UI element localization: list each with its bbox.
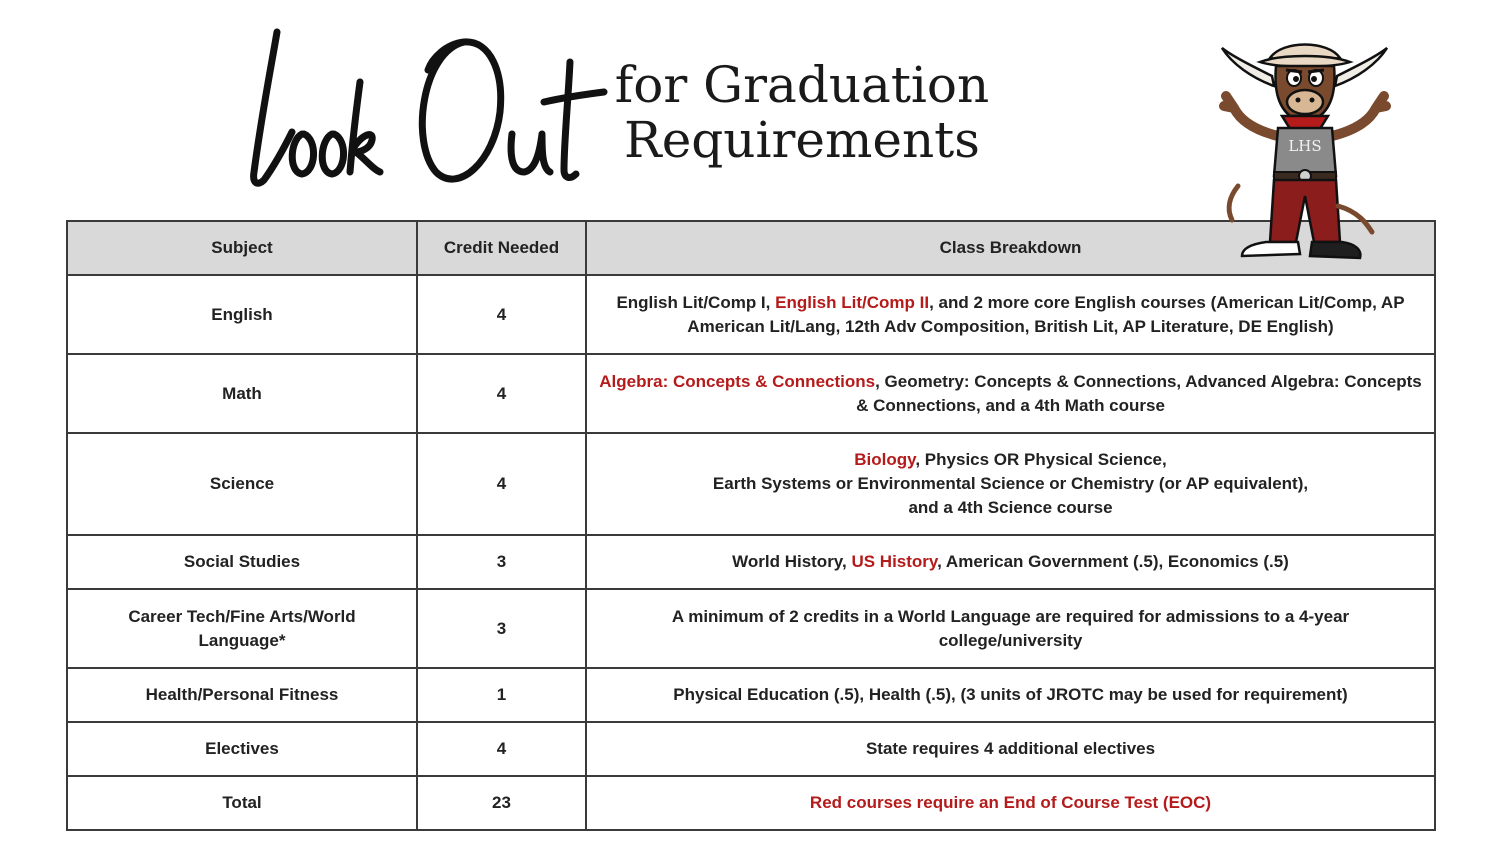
eoc-course-text: Red courses require an End of Course Test (EOC) — [809, 793, 1212, 812]
header-subject: Subject — [67, 221, 417, 275]
cell-subject: English — [67, 275, 417, 354]
cell-subject: Science — [67, 433, 417, 535]
breakdown-text: , and 2 more core English courses (American Lit/Comp, AP American Lit/Lang, 12th Adv Composition, British Lit, AP Literature, DE English) — [687, 292, 1405, 336]
cell-credits: 4 — [417, 354, 586, 433]
breakdown-text: World History, — [732, 552, 852, 571]
table-row — [67, 589, 1435, 668]
title-heading — [612, 58, 992, 168]
breakdown-text: English Lit/Comp I, — [616, 292, 776, 312]
mascot-icon — [1212, 36, 1397, 266]
table-row — [67, 433, 1435, 535]
table-row — [67, 776, 1435, 830]
cell-credits: 4 — [417, 275, 586, 354]
cell-class-breakdown — [586, 275, 1435, 354]
cell-subject: Total — [67, 776, 417, 830]
cell-credits: 4 — [417, 433, 586, 535]
breakdown-text: , Physics OR Physical Science, — [915, 450, 1167, 469]
cell-subject: Electives — [67, 722, 417, 776]
cell-subject: Social Studies — [67, 535, 417, 589]
table-row — [67, 668, 1435, 722]
cell-class-breakdown — [586, 535, 1435, 589]
table-row — [67, 722, 1435, 776]
table-row — [67, 275, 1435, 354]
cell-subject: Math — [67, 354, 417, 433]
breakdown-text: Physical Education (.5), Health (.5), (3 units of JROTC may be used for requirement) — [673, 685, 1348, 704]
breakdown-text: , Geometry: Concepts & Connections, Advanced Algebra: Concepts & Connections, and a 4th Math course — [856, 371, 1422, 415]
title-script — [232, 22, 612, 202]
requirements-table — [66, 220, 1436, 831]
cell-class-breakdown — [586, 722, 1435, 776]
cell-subject: Career Tech/Fine Arts/World Language* — [67, 589, 417, 668]
eoc-course-text: US History — [851, 552, 938, 571]
eoc-course-text: Biology — [854, 450, 916, 469]
title-line-1: for Graduation — [614, 56, 990, 114]
cell-class-breakdown — [586, 668, 1435, 722]
table-row — [67, 535, 1435, 589]
header-credit-needed: Credit Needed — [417, 221, 586, 275]
cell-class-breakdown — [586, 776, 1435, 830]
table-row — [67, 354, 1435, 433]
breakdown-text: State requires 4 additional electives — [865, 739, 1156, 758]
cell-credits: 3 — [417, 589, 586, 668]
header-class-breakdown: Class Breakdown — [586, 221, 1435, 275]
eoc-course-text: English Lit/Comp II — [775, 292, 930, 312]
cell-class-breakdown — [586, 433, 1435, 535]
cell-credits: 23 — [417, 776, 586, 830]
cell-credits: 1 — [417, 668, 586, 722]
cell-credits: 3 — [417, 535, 586, 589]
longhorn-mascot-illustration — [1212, 36, 1397, 266]
cell-class-breakdown — [586, 589, 1435, 668]
look-out-script-lettering — [232, 22, 612, 202]
title-line-2: Requirements — [624, 111, 980, 169]
breakdown-text: and a 4th Science course — [908, 498, 1113, 517]
cell-class-breakdown — [586, 354, 1435, 433]
table-body — [67, 275, 1435, 830]
breakdown-text: A minimum of 2 credits in a World Language are required for admissions to a 4-year college/university — [671, 606, 1350, 650]
cell-subject: Health/Personal Fitness — [67, 668, 417, 722]
breakdown-text: Earth Systems or Environmental Science or Chemistry (or AP equivalent), — [712, 474, 1309, 493]
breakdown-text: , American Government (.5), Economics (.5) — [937, 552, 1289, 571]
cell-credits: 4 — [417, 722, 586, 776]
mascot-shirt-label: LHS — [1288, 137, 1322, 155]
eoc-course-text: Algebra: Concepts & Connections — [599, 371, 876, 391]
